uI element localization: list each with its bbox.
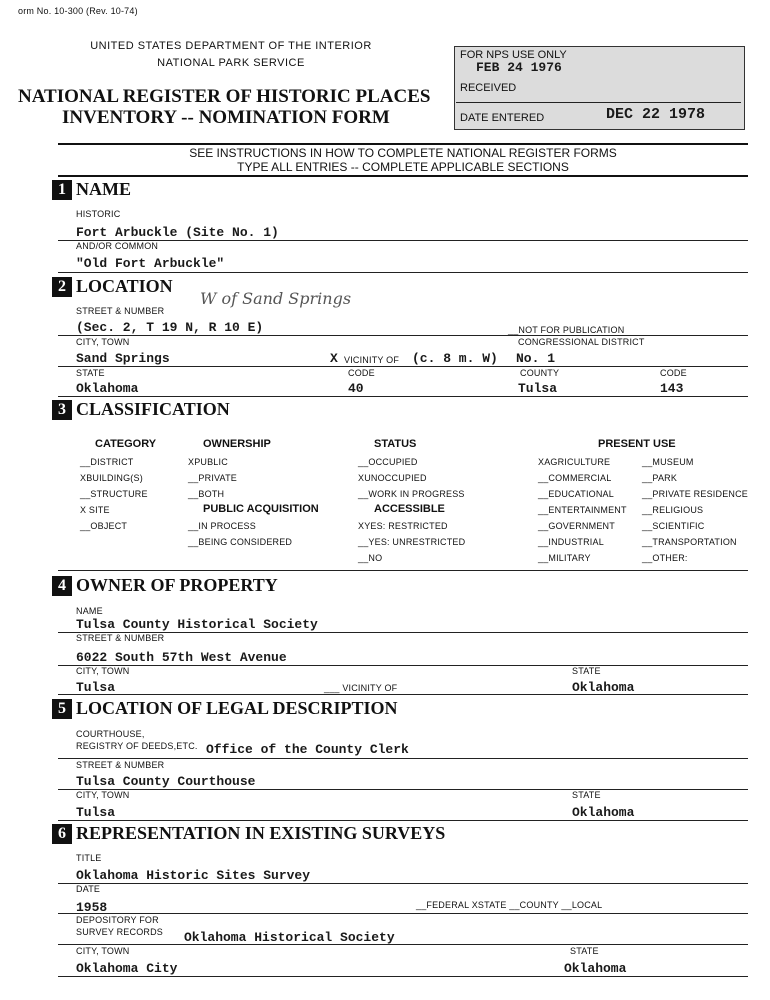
date-entered-stamp: DEC 22 1978 (606, 106, 706, 123)
accessible-yes-restricted: XYES: RESTRICTED (358, 521, 448, 531)
depository-label-line2: SURVEY RECORDS (76, 927, 163, 937)
use-government: __GOVERNMENT (538, 521, 615, 531)
instructions-line1: SEE INSTRUCTIONS IN HOW TO COMPLETE NATIONAL REGISTER FORMS (189, 146, 617, 160)
survey-date-label: DATE (76, 884, 101, 894)
street-number-label: STREET & NUMBER (76, 306, 165, 316)
courthouse-rule (58, 758, 748, 759)
stamp-divider (456, 102, 741, 103)
legal-street-value: Tulsa County Courthouse (76, 774, 256, 789)
status-unoccupied: XUNOCCUPIED (358, 473, 427, 483)
historic-name-value: Fort Arbuckle (Site No. 1) (76, 225, 279, 240)
vicinity-of-label: VICINITY OF (344, 355, 400, 365)
form-title-line1: NATIONAL REGISTER OF HISTORIC PLACES (18, 86, 431, 107)
use-scientific: __SCIENTIFIC (642, 521, 705, 531)
use-educational: __EDUCATIONAL (538, 489, 614, 499)
form-title-line2: INVENTORY -- NOMINATION FORM (62, 107, 390, 128)
state-value: Oklahoma (76, 381, 139, 396)
county-label: COUNTY (520, 368, 560, 378)
owner-street-value: 6022 South 57th West Avenue (76, 650, 287, 665)
common-name-label: AND/OR COMMON (76, 241, 159, 251)
public-acquisition-heading: PUBLIC ACQUISITION (203, 503, 319, 515)
state-code-label: CODE (348, 368, 375, 378)
section-3-title: CLASSIFICATION (76, 399, 230, 419)
legal-state-label: STATE (572, 790, 601, 800)
owner-name-value: Tulsa County Historical Society (76, 617, 318, 632)
legal-city-label: CITY, TOWN (76, 790, 130, 800)
ownership-private: __PRIVATE (188, 473, 237, 483)
instructions-line2: TYPE ALL ENTRIES -- COMPLETE APPLICABLE SECTIONS (237, 160, 569, 174)
department-name: UNITED STATES DEPARTMENT OF THE INTERIOR (90, 40, 372, 52)
legal-state-value: Oklahoma (572, 805, 635, 820)
owner-name-label: NAME (76, 606, 103, 616)
legal-street-rule (58, 789, 748, 790)
accessible-yes-unrestricted: __YES: UNRESTRICTED (358, 537, 466, 547)
street-rule (58, 335, 748, 336)
section-4-title: OWNER OF PROPERTY (76, 575, 278, 595)
section-3-bottom-rule (58, 570, 748, 571)
category-district: __DISTRICT (80, 457, 134, 467)
use-commercial: __COMMERCIAL (538, 473, 612, 483)
historic-label: HISTORIC (76, 209, 121, 219)
section-1-bottom-rule (58, 272, 748, 273)
survey-city-value: Oklahoma City (76, 961, 178, 976)
section-5-number: 5 (52, 699, 72, 719)
street-number-value: (Sec. 2, T 19 N, R 10 E) (76, 320, 264, 335)
category-heading: CATEGORY (95, 438, 157, 450)
survey-city-label: CITY, TOWN (76, 946, 130, 956)
survey-title-label: TITLE (76, 853, 102, 863)
legal-street-label: STREET & NUMBER (76, 760, 165, 770)
section-2-bottom-rule (58, 396, 748, 397)
received-label: RECEIVED (460, 82, 517, 94)
section-5-title: LOCATION OF LEGAL DESCRIPTION (76, 698, 398, 718)
section-3-number: 3 (52, 400, 72, 420)
county-value: Tulsa (518, 381, 558, 396)
section-5-bottom-rule (58, 820, 748, 821)
instructions-bottom-rule (58, 175, 748, 177)
nps-use-label: FOR NPS USE ONLY (460, 49, 567, 61)
city-value: Sand Springs (76, 351, 170, 366)
depository-value: Oklahoma Historical Society (184, 930, 395, 945)
status-heading: STATUS (374, 438, 417, 450)
received-date-stamp: FEB 24 1976 (476, 60, 562, 75)
use-religious: __RELIGIOUS (642, 505, 704, 515)
use-agriculture: XAGRICULTURE (538, 457, 611, 467)
depository-label-line1: DEPOSITORY FOR (76, 915, 159, 925)
owner-state-label: STATE (572, 666, 601, 676)
accessible-no: __NO (358, 553, 383, 563)
survey-title-rule (58, 883, 748, 884)
owner-vicinity-label: ___ VICINITY OF (324, 683, 398, 693)
historic-rule (58, 240, 748, 241)
owner-street-label: STREET & NUMBER (76, 633, 165, 643)
depository-rule (58, 944, 748, 945)
section-1-number: 1 (52, 180, 72, 200)
congressional-district-label: CONGRESSIONAL DISTRICT (518, 337, 645, 347)
vicinity-value: (c. 8 m. W) (412, 351, 498, 366)
owner-state-value: Oklahoma (572, 680, 635, 695)
status-occupied: __OCCUPIED (358, 457, 418, 467)
acquisition-in-process: __IN PROCESS (188, 521, 256, 531)
owner-city-label: CITY, TOWN (76, 666, 130, 676)
not-for-publication-label: __NOT FOR PUBLICATION (508, 325, 625, 335)
courthouse-label-line1: COURTHOUSE, (76, 729, 145, 739)
congressional-district-value: No. 1 (516, 351, 556, 366)
status-work-in-progress: __WORK IN PROGRESS (358, 489, 465, 499)
courthouse-value: Office of the County Clerk (206, 742, 409, 757)
use-park: __PARK (642, 473, 678, 483)
city-rule (58, 366, 748, 367)
use-military: __MILITARY (538, 553, 591, 563)
use-entertainment: __ENTERTAINMENT (538, 505, 627, 515)
use-transportation: __TRANSPORTATION (642, 537, 737, 547)
section-4-bottom-rule (58, 694, 748, 695)
instructions-top-rule (58, 143, 748, 145)
ownership-heading: OWNERSHIP (203, 438, 271, 450)
section-6-number: 6 (52, 824, 72, 844)
vicinity-mark: X (330, 351, 338, 366)
use-museum: __MUSEUM (642, 457, 694, 467)
ownership-public: XPUBLIC (188, 457, 228, 467)
category-object: __OBJECT (80, 521, 128, 531)
state-code-value: 40 (348, 381, 364, 396)
section-4-number: 4 (52, 576, 72, 596)
use-industrial: __INDUSTRIAL (538, 537, 604, 547)
acquisition-being-considered: __BEING CONSIDERED (188, 537, 293, 547)
accessible-heading: ACCESSIBLE (374, 503, 445, 515)
section-2-title: LOCATION (76, 276, 173, 296)
city-town-label: CITY, TOWN (76, 337, 130, 347)
section-6-bottom-rule (58, 976, 748, 977)
section-6-title: REPRESENTATION IN EXISTING SURVEYS (76, 823, 446, 843)
survey-state-value: Oklahoma (564, 961, 627, 976)
handwritten-location-note: W of Sand Springs (200, 289, 352, 308)
survey-title-value: Oklahoma Historic Sites Survey (76, 868, 311, 883)
present-use-heading: PRESENT USE (598, 438, 676, 450)
ownership-both: __BOTH (188, 489, 225, 499)
county-code-label: CODE (660, 368, 687, 378)
survey-date-rule (58, 913, 748, 914)
use-private-residence: __PRIVATE RESIDENCE (642, 489, 748, 499)
survey-level-options: __FEDERAL XSTATE __COUNTY __LOCAL (416, 900, 603, 910)
category-site: X SITE (80, 505, 110, 515)
common-name-value: "Old Fort Arbuckle" (76, 256, 225, 271)
service-name: NATIONAL PARK SERVICE (157, 57, 305, 69)
county-code-value: 143 (660, 381, 684, 396)
owner-street-rule (58, 665, 748, 666)
category-structure: __STRUCTURE (80, 489, 148, 499)
survey-date-value: 1958 (76, 900, 108, 915)
courthouse-label-line2: REGISTRY OF DEEDS,ETC. (76, 741, 198, 751)
use-other: __OTHER: (642, 553, 688, 563)
survey-state-label: STATE (570, 946, 599, 956)
section-1-title: NAME (76, 179, 131, 199)
legal-city-value: Tulsa (76, 805, 116, 820)
section-2-number: 2 (52, 277, 72, 297)
form-number: orm No. 10-300 (Rev. 10-74) (18, 6, 138, 16)
owner-city-value: Tulsa (76, 680, 116, 695)
state-label: STATE (76, 368, 105, 378)
category-buildings: XBUILDING(S) (80, 473, 143, 483)
date-entered-label: DATE ENTERED (460, 112, 545, 124)
